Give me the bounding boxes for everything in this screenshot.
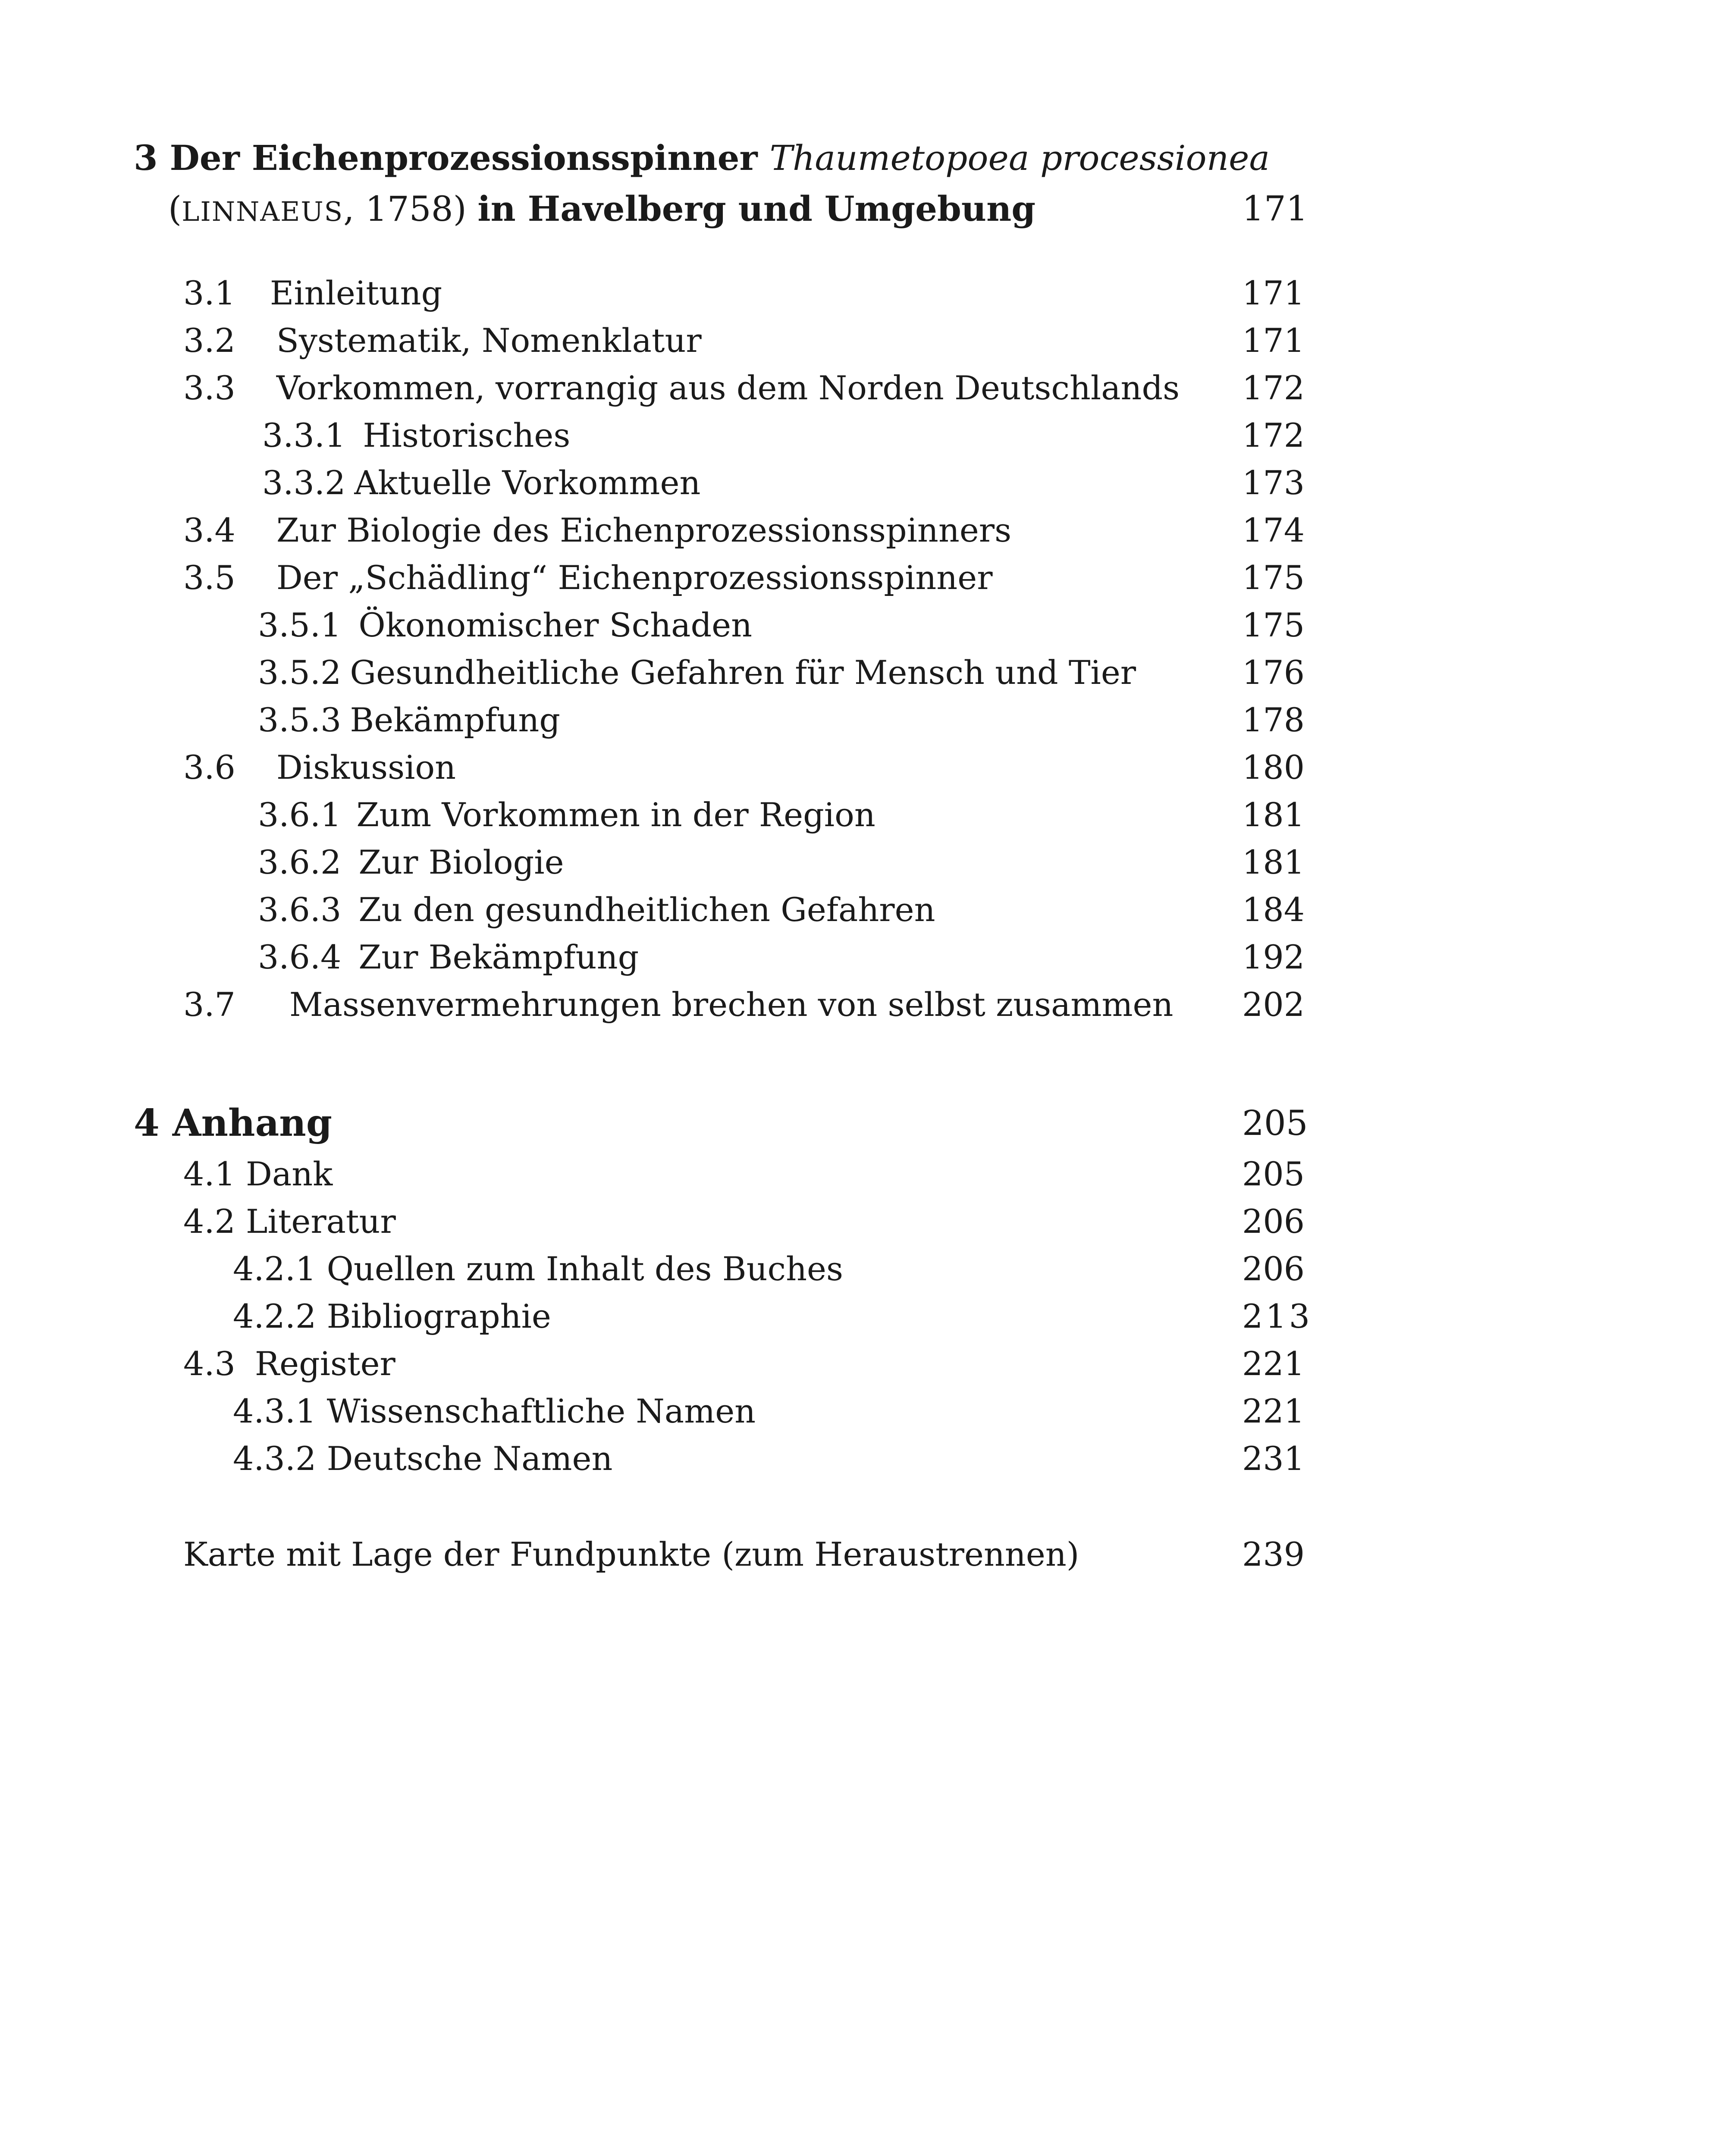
entry-number: 3.1 [183,274,235,312]
toc-entry [0,888,1732,931]
entry-number: 3.4 [183,511,235,549]
chapter-title: Anhang [172,1101,332,1145]
page-number: 205 [1242,1103,1308,1143]
page-number: 206 [1242,1250,1305,1288]
toc-entry [0,461,1732,505]
chapter-number: 4 [134,1101,160,1145]
toc-entry [0,1247,1732,1291]
entry-label: Register [254,1344,395,1383]
toc-entry [0,1153,1732,1196]
entry-label: Vorkommen, vorrangig aus dem Norden Deutschlands [276,369,1180,407]
entry-label: Historisches [363,416,571,454]
entry-number: 3.7 [183,985,235,1024]
page-number: 180 [1242,748,1305,787]
entry-number: 3.5.2 [258,653,342,692]
entry-number: 3.5 [183,558,235,597]
page-number: 172 [1242,369,1305,407]
entry-label: Quellen zum Inhalt des Buches [326,1250,844,1288]
toc-entry [0,841,1732,884]
author-name: LINNAEUS [182,196,344,227]
entry-number: 3.6.4 [258,938,342,976]
toc-entry [0,1390,1732,1433]
entry-number: 4.2.1 [233,1250,317,1288]
entry-label: Deutsche Namen [326,1439,613,1478]
entry-label: Aktuelle Vorkommen [354,464,701,502]
toc-entry [0,983,1732,1026]
page-number: 239 [1242,1535,1305,1573]
toc-entry [0,319,1732,362]
toc-entry [0,604,1732,647]
page-number: 231 [1242,1439,1305,1478]
page-number: 173 [1242,464,1305,502]
page-number: 178 [1242,701,1305,739]
page-number: 213 [1242,1297,1313,1335]
entry-label: Dank [246,1155,333,1193]
entry-label: Der „Schädling“ Eichenprozessionsspinner [276,558,993,597]
toc-entry [0,1200,1732,1243]
entry-number: 3.3 [183,369,235,407]
species-name: Thaumetopoea processionea [769,138,1270,178]
entry-label: Diskussion [276,748,456,787]
entry-number: 4.1 [183,1155,235,1193]
toc-entry [0,367,1732,410]
toc-entry-map [0,1533,1732,1576]
entry-label: Zur Biologie des Eichenprozessionsspinners [276,511,1012,549]
toc-entry [0,1437,1732,1480]
entry-label: Ökonomischer Schaden [358,606,753,644]
entry-number: 3.6.2 [258,843,342,881]
toc-entry [0,936,1732,979]
toc-entry [0,272,1732,315]
chapter-4-heading [0,1102,1732,1145]
entry-label: Literatur [246,1202,396,1241]
entry-number: 3.5.3 [258,701,342,739]
author-open: ( [168,189,182,229]
page-number: 176 [1242,653,1305,692]
toc-entry [0,1342,1732,1385]
entry-number: 4.3.1 [233,1392,317,1430]
page-number: 174 [1242,511,1305,549]
entry-number: 3.3.1 [262,416,346,454]
toc-entry [0,556,1732,599]
page-number: 175 [1242,558,1305,597]
page-number: 175 [1242,606,1305,644]
entry-number: 4.3.2 [233,1439,317,1478]
entry-number: 3.3.2 [262,464,346,502]
entry-number: 3.5.1 [258,606,342,644]
entry-number: 3.6.1 [258,796,342,834]
entry-number: 4.3 [183,1344,235,1383]
entry-label: Zur Biologie [358,843,564,881]
page-number: 202 [1242,985,1305,1024]
toc-entry [0,699,1732,742]
entry-label: Wissenschaftliche Namen [326,1392,756,1430]
page-number: 171 [1242,321,1305,360]
page-number: 181 [1242,843,1305,881]
entry-label: Systematik, Nomenklatur [276,321,702,360]
author-year: , 1758) [343,189,467,229]
toc-entry [0,793,1732,837]
entry-label: Gesundheitliche Gefahren für Mensch und Tier [350,653,1136,692]
entry-label: Zur Bekämpfung [358,938,639,976]
page-number: 184 [1242,890,1305,929]
page-number: 206 [1242,1202,1305,1241]
page-number: 221 [1242,1392,1305,1430]
page-number: 171 [1242,274,1305,312]
toc-entry [0,651,1732,694]
page-number: 172 [1242,416,1305,454]
entry-label: Karte mit Lage der Fundpunkte (zum Heraustrennen) [183,1535,1079,1573]
entry-number: 3.6 [183,748,235,787]
toc-entry [0,509,1732,552]
entry-number: 4.2 [183,1202,235,1241]
entry-label: Massenvermehrungen brechen von selbst zusammen [289,985,1173,1024]
toc-entry [0,1295,1732,1338]
entry-label: Zum Vorkommen in der Region [356,796,875,834]
chapter-number: 3 [134,138,158,178]
chapter-title-cont: in Havelberg und Umgebung [477,188,1036,229]
page-number: 192 [1242,938,1305,976]
chapter-3-heading-cont [0,187,1732,230]
entry-number: 4.2.2 [233,1297,317,1335]
entry-label: Bibliographie [326,1297,551,1335]
chapter-title: Der Eichenprozessionsspinner [169,138,758,178]
entry-label: Bekämpfung [350,701,560,739]
page-number: 205 [1242,1155,1305,1193]
entry-number: 3.6.3 [258,890,342,929]
entry-number: 3.2 [183,321,235,360]
page-number: 221 [1242,1344,1305,1383]
entry-label: Zu den gesundheitlichen Gefahren [358,890,935,929]
chapter-3-heading [0,136,1732,179]
toc-entry [0,414,1732,457]
entry-label: Einleitung [270,274,442,312]
page-number: 171 [1242,188,1308,229]
page-number: 181 [1242,796,1305,834]
toc-entry [0,746,1732,789]
